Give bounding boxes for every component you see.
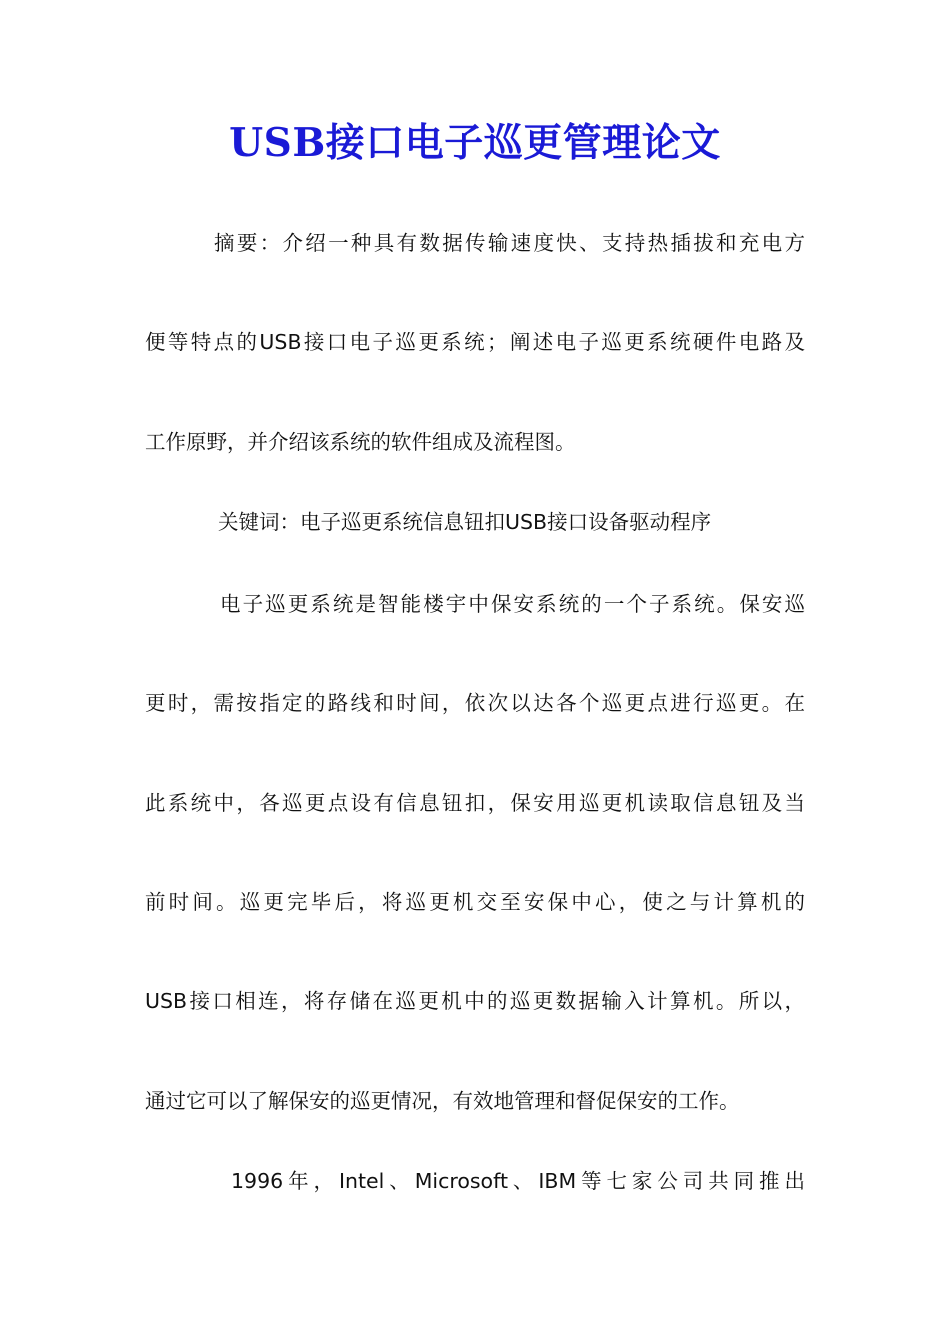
body-paragraph-1-line-6: 通过它可以了解保安的巡更情况，有效地管理和督促保安的工作。: [145, 1089, 740, 1113]
body-paragraph-1-line-1: 电子巡更系统是智能楼宇中保安系统的一个子系统。保安巡: [220, 592, 805, 616]
body-paragraph-1-line-2: 更时，需按指定的路线和时间，依次以达各个巡更点进行巡更。在: [145, 691, 805, 715]
abstract-line-3: 工作原野，并介绍该系统的软件组成及流程图。: [145, 430, 576, 454]
body-paragraph-2-line-1: 1996年，Intel、Microsoft、IBM等七家公司共同推出: [231, 1169, 805, 1193]
abstract-line-1: 摘要：介绍一种具有数据传输速度快、支持热插拔和充电方: [214, 231, 805, 255]
document-title: USB接口电子巡更管理论文: [229, 120, 721, 166]
body-paragraph-1-line-5: USB接口相连，将存储在巡更机中的巡更数据输入计算机。所以，: [145, 989, 805, 1013]
keywords-line: 关键词：电子巡更系统信息钮扣USB接口设备驱动程序: [218, 510, 712, 534]
abstract-line-2: 便等特点的USB接口电子巡更系统；阐述电子巡更系统硬件电路及: [145, 330, 805, 354]
body-paragraph-1-line-4: 前时间。巡更完毕后，将巡更机交至安保中心，使之与计算机的: [145, 890, 805, 914]
body-paragraph-1-line-3: 此系统中，各巡更点设有信息钮扣，保安用巡更机读取信息钮及当: [145, 791, 805, 815]
